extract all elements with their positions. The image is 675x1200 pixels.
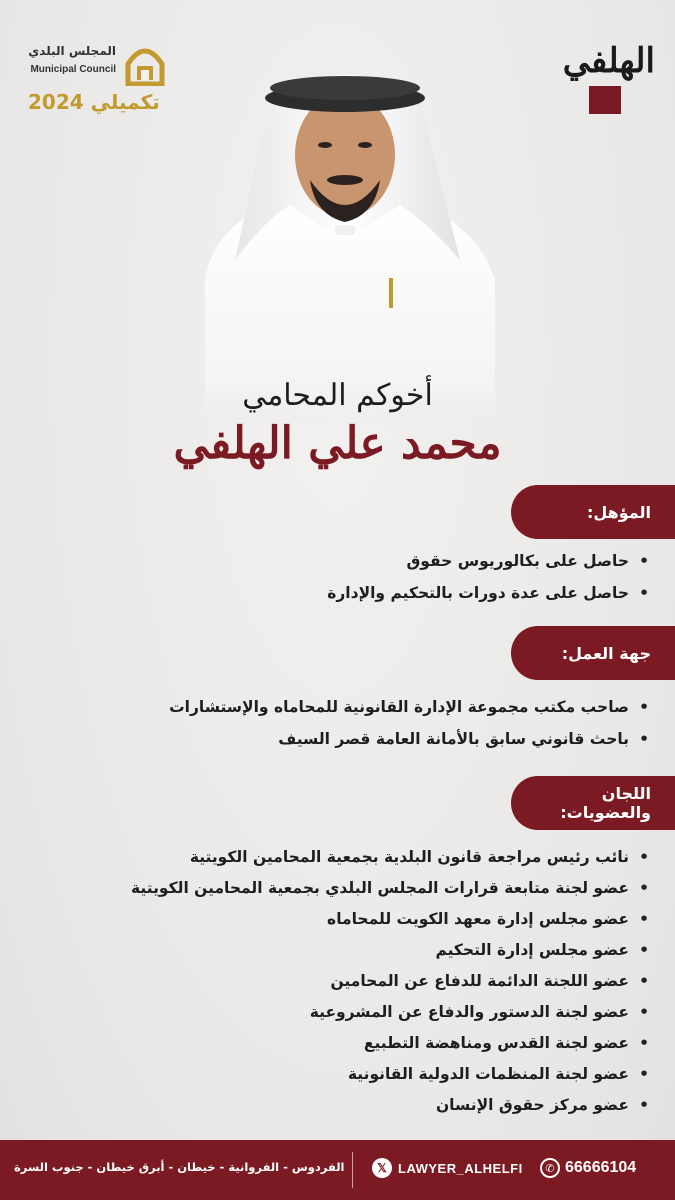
section-header-qualifications: المؤهل: <box>511 485 675 539</box>
list-item: • عضو مجلس إدارة التحكيم <box>131 941 649 959</box>
list-item: • حاصل على بكالوريوس حقوق <box>327 552 649 570</box>
election-label <box>28 90 160 114</box>
municipal-council-logo <box>22 40 172 115</box>
x-handle: LAWYER_ALHELFI <box>398 1160 523 1176</box>
section-header-work: جهة العمل: <box>511 626 675 680</box>
council-name-ar: المجلس البلدي <box>28 44 116 58</box>
list-item: • عضو مركز حقوق الإنسان <box>131 1096 649 1114</box>
election-year: 2024 <box>28 90 84 114</box>
committees-list <box>131 848 649 1114</box>
candidate-portrait <box>175 30 515 430</box>
phone-link[interactable] <box>540 1158 636 1178</box>
list-item: • عضو مجلس إدارة معهد الكويت للمحاماه <box>131 910 649 928</box>
list-item: • عضو لجنة الدستور والدفاع عن المشروعية <box>131 1003 649 1021</box>
election-type: تكميلي <box>90 90 160 114</box>
x-handle-link[interactable] <box>372 1158 523 1178</box>
list-item: • باحث قانوني سابق بالأمانة العامة قصر السيف <box>169 730 649 748</box>
logo-accent-box <box>589 86 621 114</box>
qualifications-list <box>327 552 649 602</box>
list-item: • نائب رئيس مراجعة قانون البلدية بجمعية المحامين الكويتية <box>131 848 649 866</box>
council-emblem-icon <box>122 42 168 86</box>
list-item: • عضو اللجنة الدائمة للدفاع عن المحامين <box>131 972 649 990</box>
list-item: • صاحب مكتب مجموعة الإدارة القانونية للمحاماه والإستشارات <box>169 698 649 716</box>
list-item: • عضو لجنة المنظمات الدولية القانونية <box>131 1065 649 1083</box>
footer-bar <box>0 1140 675 1200</box>
candidate-name-logo <box>562 40 655 120</box>
work-list <box>169 698 649 748</box>
list-item: • حاصل على عدة دورات بالتحكيم والإدارة <box>327 584 649 602</box>
whatsapp-icon: ✆ <box>540 1158 560 1178</box>
logo-text: الهلفي <box>562 41 655 81</box>
intro-line: أخوكم المحامي <box>242 378 433 413</box>
footer-areas: الفردوس - الفروانية - خيطان - أبرق خيطان - جنوب السرة <box>14 1160 345 1174</box>
list-item: • عضو لجنة متابعة قرارات المجلس البلدي بجمعية المحامين الكويتية <box>131 879 649 897</box>
x-logo-icon: 𝕏 <box>372 1158 392 1178</box>
phone-number: 66666104 <box>565 1159 637 1176</box>
candidate-full-name: محمد علي الهلفي <box>173 418 502 469</box>
council-name-en: Municipal Council <box>30 64 116 75</box>
section-header-committees: اللجان والعضويات: <box>511 776 675 830</box>
footer-divider <box>352 1152 353 1188</box>
list-item: • عضو لجنة القدس ومناهضة التطبيع <box>131 1034 649 1052</box>
